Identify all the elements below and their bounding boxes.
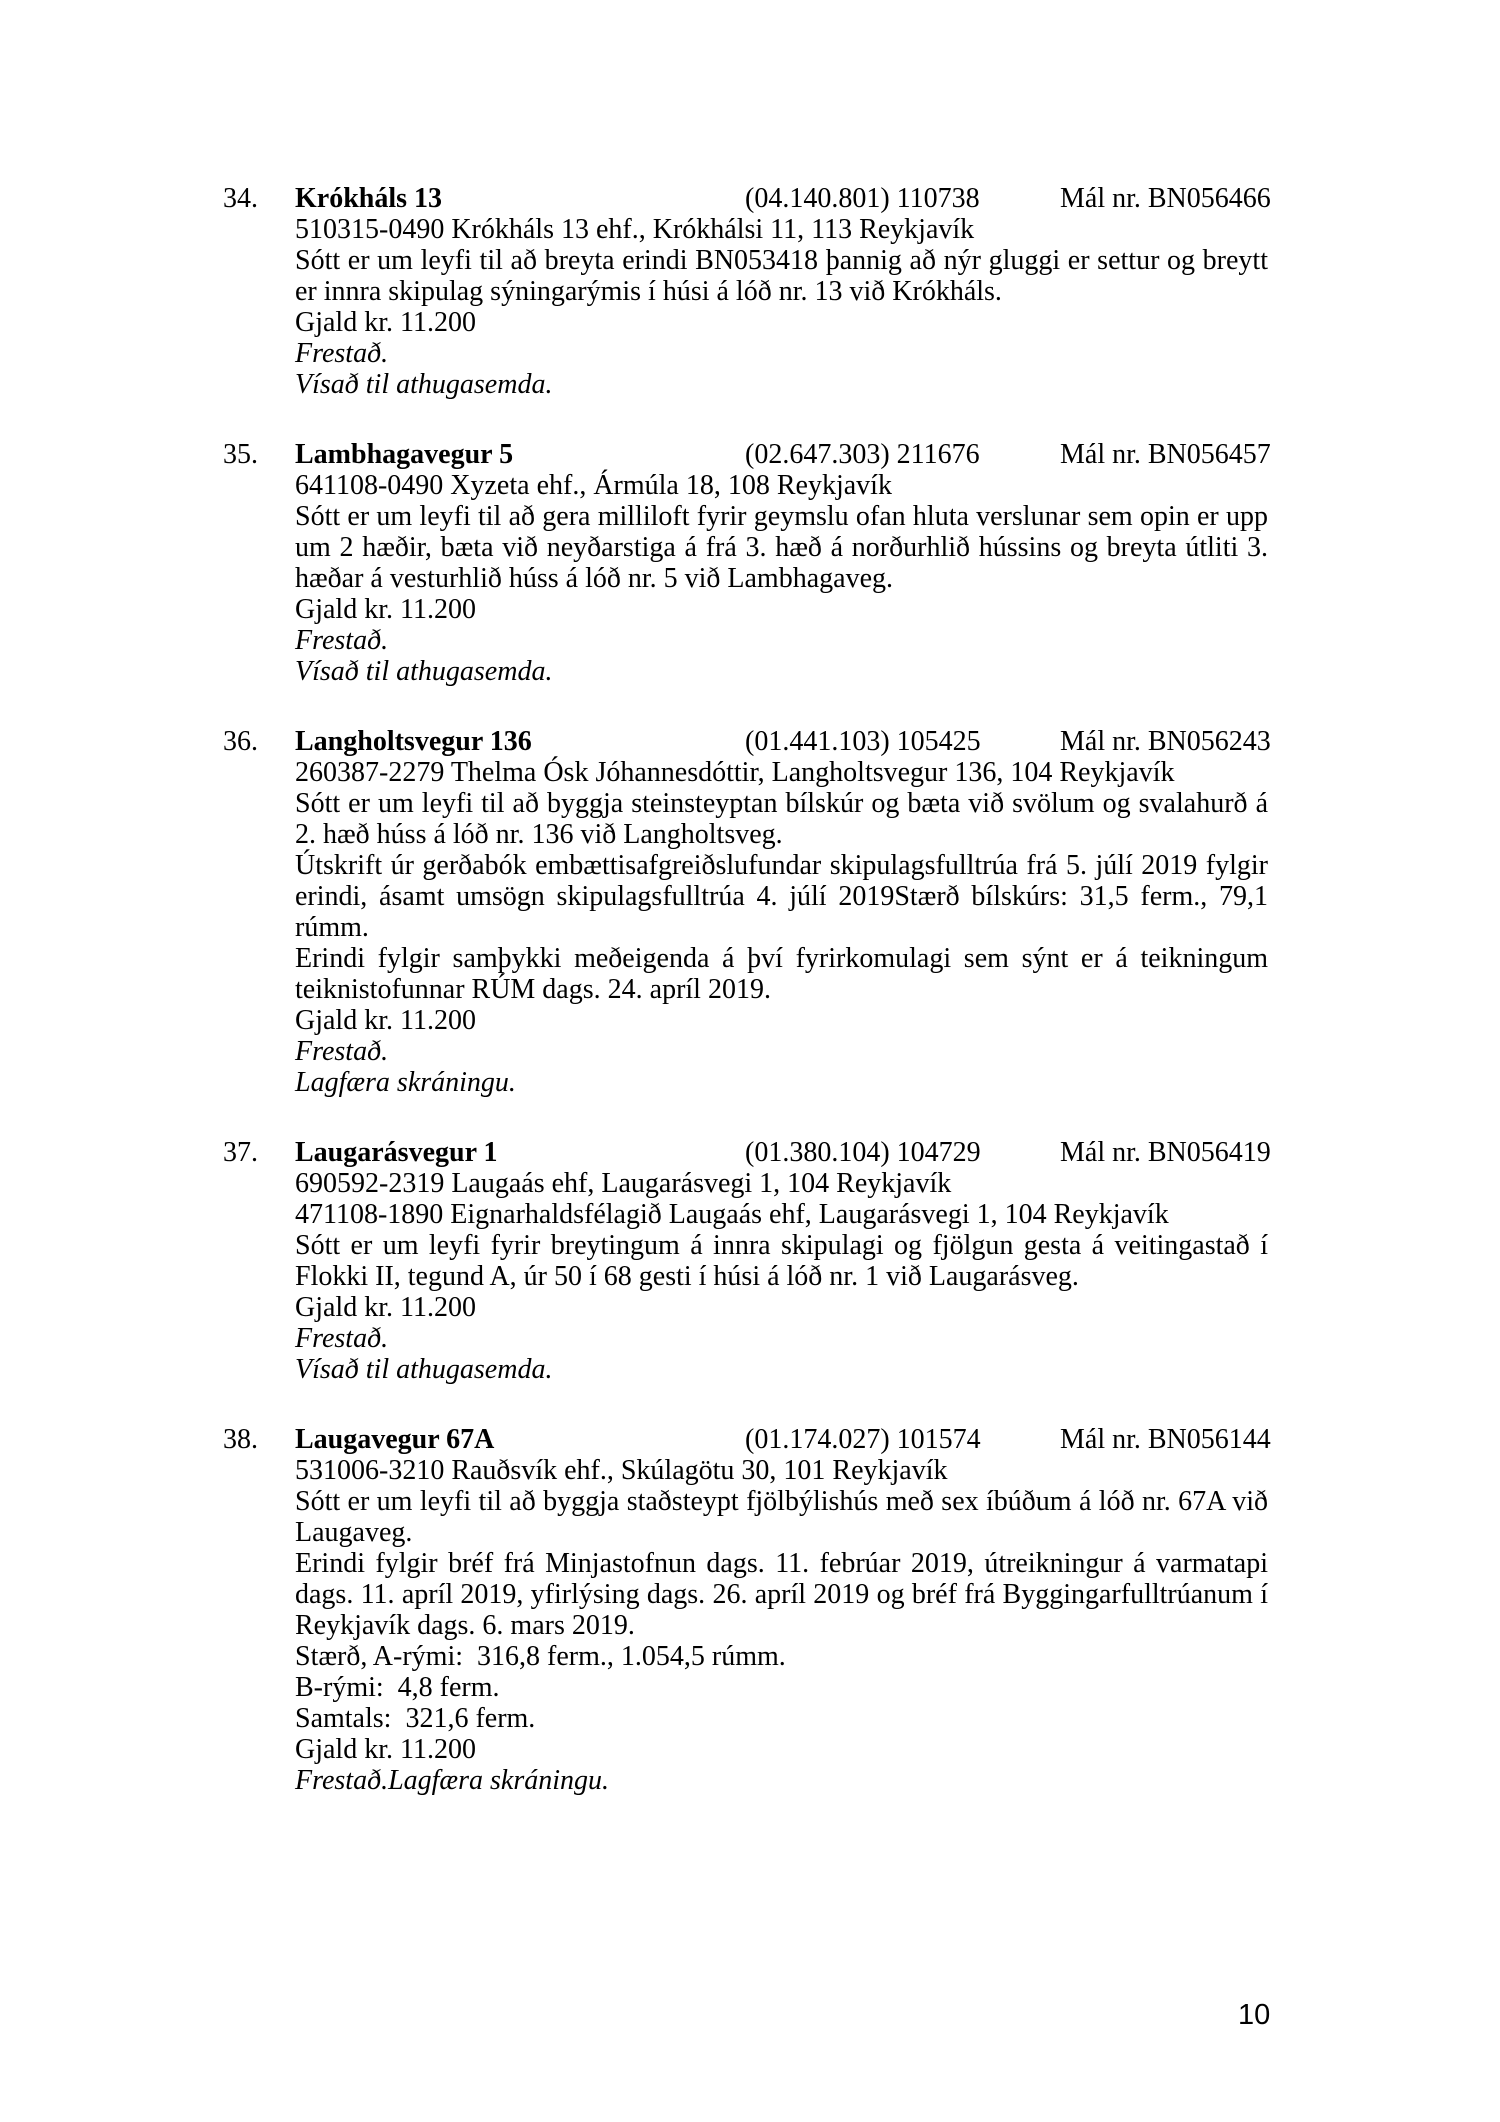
applicant-line: 531006-3210 Rauðsvík ehf., Skúlagötu 30, 101 Reykjavík [295, 1455, 948, 1486]
item-description: Erindi fylgir bréf frá Minjastofnun dags. 11. febrúar 2019, útreikningur á varmatapi dags. 11. apríl 2019, yfirlýsing dags. 26. apríl 2019 og bréf frá Byggingarfulltrúanum í Reykjavík dags. 6. mars 2019. [295, 1548, 1268, 1641]
item-case-number: Mál nr. BN056144 [1060, 1424, 1271, 1455]
status-line: Vísað til athugasemda. [295, 369, 553, 400]
status-line: Frestað. [295, 625, 389, 656]
item-case-number: Mál nr. BN056457 [1060, 439, 1271, 470]
item-title: Lambhagavegur 5 [295, 439, 514, 470]
item-title: Laugavegur 67A [295, 1424, 495, 1455]
fee-line: Gjald kr. 11.200 [295, 1005, 476, 1036]
item-description: Útskrift úr gerðabók embættisafgreiðslufundar skipulagsfulltrúa frá 5. júlí 2019 fylgir erindi, ásamt umsögn skipulagsfulltrúa 4. júlí 2019Stærð bílskúrs: 31,5 ferm., 79,1 rúmm. [295, 850, 1268, 943]
applicant-line: 641108-0490 Xyzeta ehf., Ármúla 18, 108 Reykjavík [295, 470, 892, 501]
item-description: Erindi fylgir samþykki meðeigenda á því fyrirkomulagi sem sýnt er á teikningum teiknistofunnar RÚM dags. 24. apríl 2019. [295, 943, 1268, 1005]
agenda-item-list [223, 183, 1271, 1796]
item-header [295, 439, 1271, 470]
item-content [295, 439, 1271, 687]
item-description: Sótt er um leyfi fyrir breytingum á innra skipulagi og fjölgun gesta á veitingastað í Flokki II, tegund A, úr 50 í 68 gesti í húsi á lóð nr. 1 við Laugarásveg. [295, 1230, 1268, 1292]
status-line: Frestað.Lagfæra skráningu. [295, 1765, 609, 1796]
status-line: Lagfæra skráningu. [295, 1067, 516, 1098]
agenda-item-36 [223, 726, 1271, 1098]
size-line: Stærð, A-rými: 316,8 ferm., 1.054,5 rúmm. [295, 1641, 786, 1672]
item-content [295, 183, 1271, 400]
item-description: Sótt er um leyfi til að gera milliloft fyrir geymslu ofan hluta verslunar sem opin er upp um 2 hæðir, bæta við neyðarstiga á frá 3. hæð á norðurhlið hússins og breyta útliti 3. hæðar á vesturhlið húss á lóð nr. 5 við Lambhagaveg. [295, 501, 1268, 594]
item-header [295, 1424, 1271, 1455]
item-reference: (02.647.303) 211676 [745, 439, 980, 470]
status-line: Vísað til athugasemda. [295, 656, 553, 687]
applicant-line: 471108-1890 Eignarhaldsfélagið Laugaás ehf, Laugarásvegi 1, 104 Reykjavík [295, 1199, 1169, 1230]
fee-line: Gjald kr. 11.200 [295, 1292, 476, 1323]
item-title: Langholtsvegur 136 [295, 726, 532, 757]
item-number: 38. [223, 1424, 258, 1455]
item-case-number: Mál nr. BN056243 [1060, 726, 1271, 757]
item-number: 34. [223, 183, 258, 214]
item-title: Krókháls 13 [295, 183, 443, 214]
size-line: B-rými: 4,8 ferm. [295, 1672, 500, 1703]
item-reference: (01.380.104) 104729 [745, 1137, 981, 1168]
item-reference: (04.140.801) 110738 [745, 183, 980, 214]
fee-line: Gjald kr. 11.200 [295, 307, 476, 338]
item-reference: (01.441.103) 105425 [745, 726, 981, 757]
status-line: Frestað. [295, 1036, 389, 1067]
item-description: Sótt er um leyfi til að breyta erindi BN053418 þannig að nýr gluggi er settur og breytt er innra skipulag sýningarýmis í húsi á lóð nr. 13 við Krókháls. [295, 245, 1268, 307]
applicant-line: 510315-0490 Krókháls 13 ehf., Krókhálsi 11, 113 Reykjavík [295, 214, 975, 245]
item-number: 37. [223, 1137, 258, 1168]
agenda-item-35 [223, 439, 1271, 687]
page-number: 10 [1238, 1999, 1271, 2031]
item-header [295, 726, 1271, 757]
item-content [295, 1424, 1271, 1796]
fee-line: Gjald kr. 11.200 [295, 594, 476, 625]
agenda-item-38 [223, 1424, 1271, 1796]
status-line: Vísað til athugasemda. [295, 1354, 553, 1385]
fee-line: Gjald kr. 11.200 [295, 1734, 476, 1765]
status-line: Frestað. [295, 338, 389, 369]
status-line: Frestað. [295, 1323, 389, 1354]
item-number: 35. [223, 439, 258, 470]
applicant-line: 260387-2279 Thelma Ósk Jóhannesdóttir, Langholtsvegur 136, 104 Reykjavík [295, 757, 1175, 788]
item-header [295, 1137, 1271, 1168]
item-content [295, 1137, 1271, 1385]
item-content [295, 726, 1271, 1098]
item-case-number: Mál nr. BN056466 [1060, 183, 1271, 214]
item-reference: (01.174.027) 101574 [745, 1424, 981, 1455]
item-header [295, 183, 1271, 214]
item-description: Sótt er um leyfi til að byggja staðsteypt fjölbýlishús með sex íbúðum á lóð nr. 67A við Laugaveg. [295, 1486, 1268, 1548]
agenda-item-37 [223, 1137, 1271, 1385]
item-description: Sótt er um leyfi til að byggja steinsteyptan bílskúr og bæta við svölum og svalahurð á 2. hæð húss á lóð nr. 136 við Langholtsveg. [295, 788, 1268, 850]
size-line: Samtals: 321,6 ferm. [295, 1703, 536, 1734]
item-title: Laugarásvegur 1 [295, 1137, 498, 1168]
item-number: 36. [223, 726, 258, 757]
item-case-number: Mál nr. BN056419 [1060, 1137, 1271, 1168]
agenda-item-34 [223, 183, 1271, 400]
applicant-line: 690592-2319 Laugaás ehf, Laugarásvegi 1, 104 Reykjavík [295, 1168, 952, 1199]
